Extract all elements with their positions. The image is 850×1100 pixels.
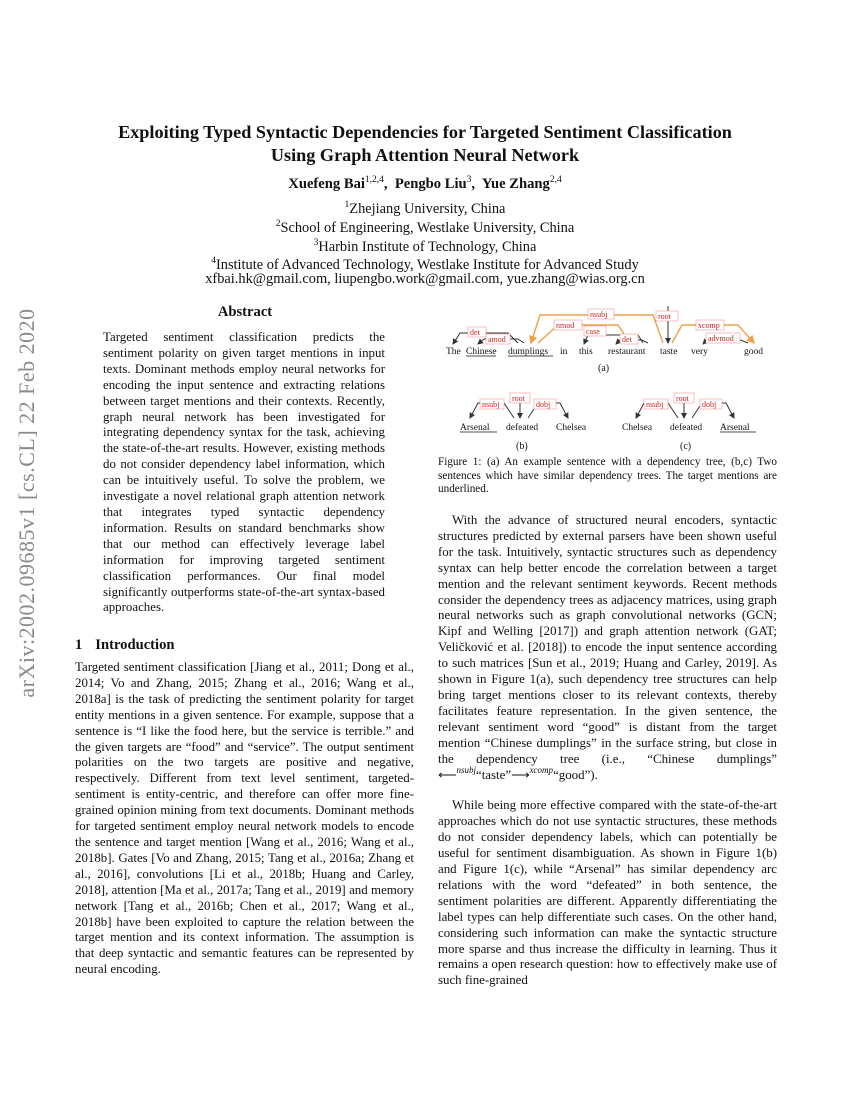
arc-label: dobj xyxy=(536,400,551,409)
introduction-body: Targeted sentiment classification [Jiang et al., 2011; Dong et al., 2014; Vo and Zhang, 2015; Zhang et al., 2016; Wang et al., 2018a] is the task of predicting the sentiment polarity for target entity mentions in a given sentence. For example, suppose that a sentence is “I like the food here, but the service is terrible.” and the given targets are “food” and “service”. The output sentiment polarities on the two targets are positive and negative, respectively. Different from text level sentiment, targeted-sentiment is entity-centric, and therefore can offer more fine-grained opinion mining from text documents. Dominant methods for targeted sentiment employ neural network models to encode the sentence and target mention [Wang et al., 2016; Wang et al., 2018b]. Gates [Vo and Zhang, 2015; Tang et al., 2016a; Zhang et al., 2016], convolutions [Li et al., 2018b; Huang and Carley, 2018], attention [Ma et al., 2017a; Tang et al., 2019] and memory network [Tang et al., 2016b; Chen et al., 2017; Wang et al., 2018b] have been exploited to capture the relation between the target mention and its context information. The assumption is that deep syntactic and semantic features can be represented by neural encoding. xyxy=(75,660,414,977)
subfigure-label-c: (c) xyxy=(680,441,692,452)
word-token: Chelsea xyxy=(556,423,587,433)
arc-label: amod xyxy=(488,335,506,344)
author: Yue Zhang$^{2,4}$ xyxy=(481,175,562,192)
arc-label: nsubj xyxy=(590,310,608,319)
section-heading-introduction: 1 Introduction xyxy=(75,637,175,653)
word-token: The xyxy=(446,347,461,357)
figure-1 xyxy=(438,303,776,453)
word-token: Chinese xyxy=(466,347,497,357)
word-token: defeated xyxy=(506,423,539,433)
word-token: Arsenal xyxy=(720,423,750,433)
word-token: very xyxy=(691,347,708,357)
right-column-body xyxy=(438,513,777,989)
arc-label: det xyxy=(470,328,480,337)
arc-label: xcomp xyxy=(698,321,720,330)
affiliation-2: $^2$School of Engineering, Westlake University, China xyxy=(275,219,575,236)
arc-label: root xyxy=(658,312,671,321)
abstract-heading: Abstract xyxy=(217,304,273,320)
arc-label: root xyxy=(676,394,689,403)
word-token: taste xyxy=(660,347,678,357)
word-token: in xyxy=(560,347,568,357)
word-token: dumplings xyxy=(508,347,549,357)
author: Pengbo Liu$^3$ xyxy=(394,175,472,192)
arc-label: case xyxy=(586,327,600,336)
subfigure-label-a: (a) xyxy=(598,363,610,374)
author-list: Xuefeng Bai$^{1,2,4}$, Pengbo Liu$^3$, Yue Zhang$^{2,4}$ xyxy=(288,175,562,192)
arc-label: advmod xyxy=(708,334,734,343)
affiliation-4: $^4$Institute of Advanced Technology, Westlake Institute for Advanced Study xyxy=(211,256,639,273)
arc-label: nsubj xyxy=(646,400,664,409)
affiliation-3: $^3$Harbin Institute of Technology, China xyxy=(313,238,537,255)
figure-1-caption: Figure 1: (a) An example sentence with a dependency tree, (b,c) Two sentences which have similar dependency trees. The target mentions are underlined. xyxy=(438,456,777,496)
affiliation-1: $^1$Zhejiang University, China xyxy=(344,200,506,217)
arc-label: root xyxy=(512,394,525,403)
word-token: good xyxy=(744,347,763,357)
paragraph: While being more effective compared with the state-of-the-art approaches which do not use syntactic structures, these methods do not consider dependency labels, which can potentially be useful for sentiment disambiguation. As shown in Figure 1(b) and Figure 1(c), while “Arsenal” has similar dependency arc relations with the word “defeated” in both sentence, the sentiment polarities are different. Apparently differentiating the label types can help differentiate such cases. On the other hand, considering such information can make the syntactic structure more sparse and thus increase the difficulty in learning. Thus it remains a open research question: how to effectively make use of such fine-grained xyxy=(438,798,777,988)
dependency-tree-figure xyxy=(438,303,776,453)
word-token: Chelsea xyxy=(622,423,653,433)
author-emails: xfbai.hk@gmail.com, liupengbo.work@gmail.com, yue.zhang@wias.org.cn xyxy=(205,271,645,287)
arc-label: det xyxy=(622,335,632,344)
author: Xuefeng Bai$^{1,2,4}$ xyxy=(288,175,384,192)
arc-label: nsubj xyxy=(482,400,500,409)
arc-label: dobj xyxy=(702,400,717,409)
word-token: restaurant xyxy=(608,347,646,357)
arxiv-side-identifier: arXiv:2002.09685v1 [cs.CL] 22 Feb 2020 xyxy=(14,308,39,698)
word-token: Arsenal xyxy=(460,423,490,433)
paper-title: Exploiting Typed Syntactic Dependencies for Targeted Sentiment Classification Using Graph Attention Neural Network xyxy=(118,122,732,165)
subfigure-label-b: (b) xyxy=(516,441,528,452)
paragraph: With the advance of structured neural encoders, syntactic structures predicted by external parsers have been shown useful for the task. Intuitively, syntactic structures such as dependency syntax can help better encode the correlation between a target mention and the relevant sentiment keywords. Recent methods consider the dependency trees as adjacency matrices, using graph neural networks such as graph convolutional networks (GCN; Kipf and Welling [2017]) and graph attention network (GAT; Veličković et al. [2018]) to encode the input sentence according to such matrices [Sun et al., 2019; Huang and Carley, 2019]. As shown in Figure 1(a), such dependency tree structures can help bring target mentions closer to its relevant contexts, thereby facilitates feature representation. In the given sentence, the relevant sentiment word “good” is distant from the target mention “Chinese dumplings” in the surface string, but close in the dependency tree (i.e., “Chinese dumplings” ⟵$^{nsubj}$“taste”⟶$^{xcomp}$“good”). xyxy=(438,513,777,782)
arc-label: nmod xyxy=(556,321,575,330)
word-token: defeated xyxy=(670,423,703,433)
inline-dependency-path: ⟵$^{nsubj}$“taste”⟶$^{xcomp}$“good”). xyxy=(438,764,598,782)
abstract-body: Targeted sentiment classification predicts the sentiment polarity on given target mentions in input texts. Dominant methods employ neural networks for encoding the input sentence and extracting relations between target mentions and their contexts. Recently, graph neural network has been investigated for integrating dependency syntax for the task, achieving the state-of-the-art results. However, existing methods do not consider dependency label information, which can be intuitively useful. To solve the problem, we investigate a novel relational graph attention network that integrates typed syntactic dependency information. Results on standard benchmarks show that our method can effectively leverage label information for improving targeted sentiment classification performances. Our final model significantly outperforms state-of-the-art syntax-based approaches. xyxy=(103,330,385,615)
word-token: this xyxy=(579,347,593,357)
